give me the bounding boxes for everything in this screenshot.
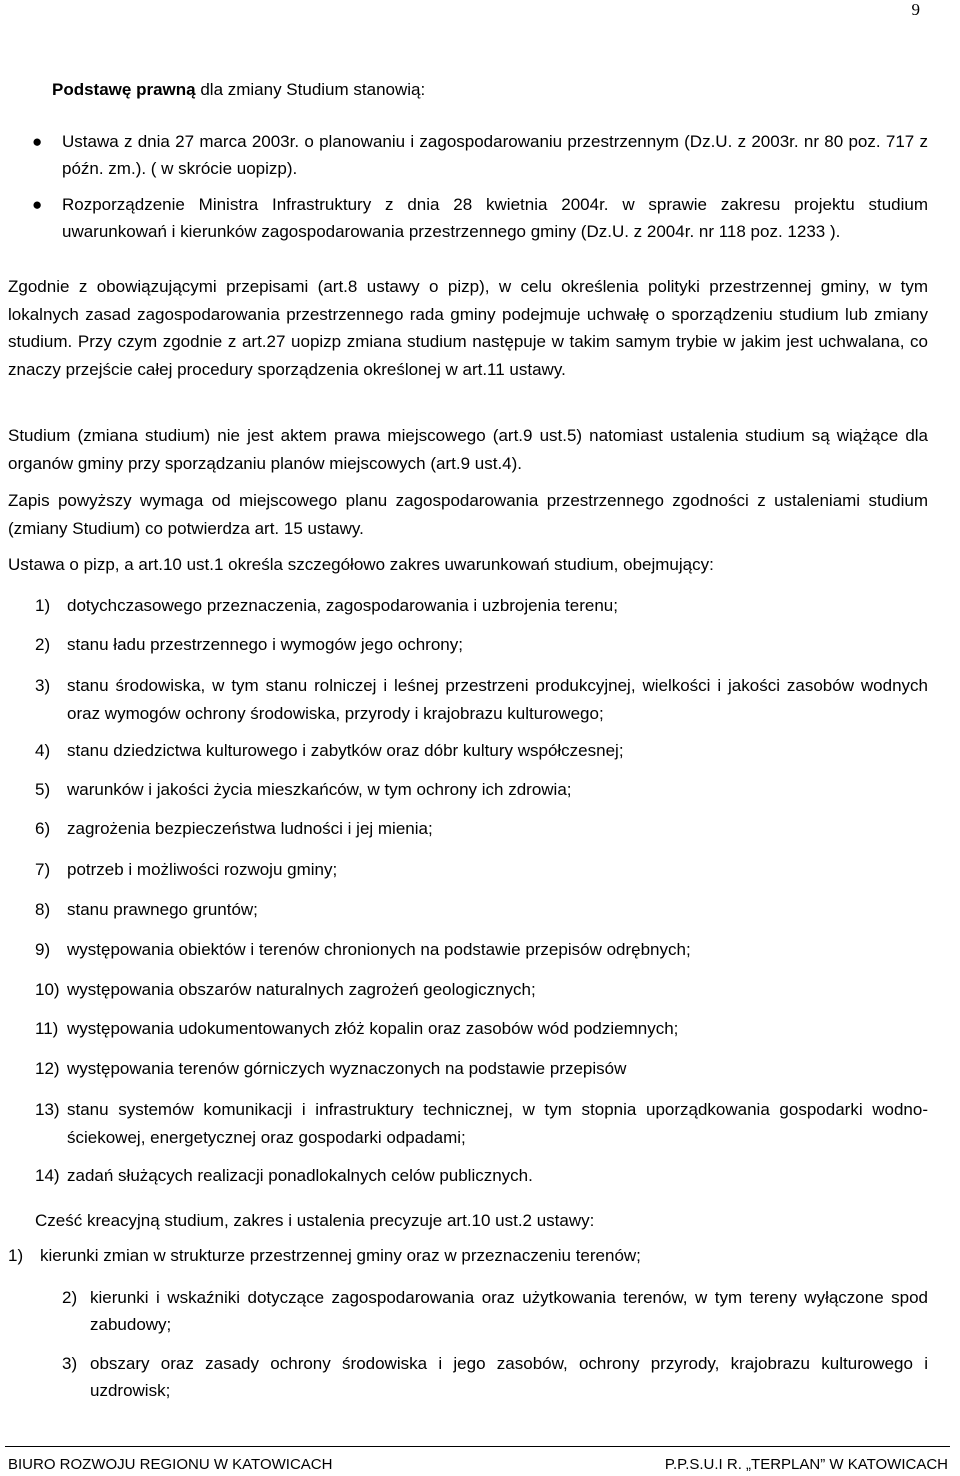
list-item: 3) obszary oraz zasady ochrony środowiska i jego zasobów, ochrony przyrody, krajobrazu kulturowego i uzdrowisk; — [62, 1354, 928, 1400]
list-item: 4) stanu dziedzictwa kulturowego i zabytków oraz dóbr kultury współczesnej; — [35, 741, 624, 760]
bullet-item — [32, 128, 928, 182]
bullet-text: Ustawa z dnia 27 marca 2003r. o planowaniu i zagospodarowaniu przestrzennym (Dz.U. z 2003r. nr 80 poz. 717 z późn. zm.). ( w skrócie uopizp). — [62, 132, 928, 178]
list-item: 5) warunków i jakości życia mieszkańców, w tym ochrony ich zdrowia; — [35, 780, 572, 799]
heading-rest: dla zmiany Studium stanowią: — [195, 80, 426, 99]
list-item: 7) potrzeb i możliwości rozwoju gminy; — [35, 860, 338, 879]
list-item: 2) kierunki i wskaźniki dotyczące zagospodarowania oraz użytkowania terenów, w tym tereny wyłączone spod zabudowy; — [62, 1288, 928, 1334]
paragraph: Zapis powyższy wymaga od miejscowego planu zagospodarowania przestrzennego zgodności z ustaleniami studium (zmiany Studium) co potwierdza art. 15 ustawy. — [8, 491, 928, 538]
list-item: 12) występowania terenów górniczych wyznaczonych na podstawie przepisów — [35, 1059, 627, 1078]
paragraph: Ustawa o pizp, a art.10 ust.1 określa szczegółowo zakres uwarunkowań studium, obejmujący: — [8, 555, 714, 574]
footer-left: BIURO ROZWOJU REGIONU W KATOWICACH — [8, 1456, 333, 1473]
list-item: 3) stanu środowiska, w tym stanu rolniczej i leśnej przestrzeni produkcyjnej, wielkości i jakości zasobów wodnych oraz wymogów ochrony środowiska, przyrody i krajobrazu kulturowego; — [35, 676, 928, 723]
list-item: 14) zadań służących realizacji ponadlokalnych celów publicznych. — [35, 1166, 533, 1185]
heading-bold: Podstawę prawną — [52, 80, 196, 99]
list-item: 9) występowania obiektów i terenów chronionych na podstawie przepisów odrębnych; — [35, 940, 691, 959]
list-item: 8) stanu prawnego gruntów; — [35, 900, 258, 919]
list-item: 10) występowania obszarów naturalnych zagrożeń geologicznych; — [35, 980, 536, 999]
paragraph: Studium (zmiana studium) nie jest aktem prawa miejscowego (art.9 ust.5) natomiast ustalenia studium są wiążące dla organów gminy przy sporządzaniu planów miejscowych (art.9 ust.4). — [8, 426, 928, 473]
list-item: 6) zagrożenia bezpieczeństwa ludności i jej mienia; — [35, 819, 433, 838]
part2-intro: Cześć kreacyjną studium, zakres i ustalenia precyzuje art.10 ust.2 ustawy: — [35, 1211, 595, 1230]
bullet-icon: ● — [32, 132, 43, 151]
footer-divider — [5, 1446, 950, 1447]
list-item: 11) występowania udokumentowanych złóż kopalin oraz zasobów wód podziemnych; — [35, 1019, 679, 1038]
bullet-item — [32, 191, 928, 245]
list-item: 1) kierunki zmian w strukturze przestrzennej gminy oraz w przeznaczeniu terenów; — [8, 1246, 641, 1265]
page-number: 9 — [911, 0, 920, 19]
list-item: 2) stanu ładu przestrzennego i wymogów jego ochrony; — [35, 635, 463, 654]
list-item: 1) dotychczasowego przeznaczenia, zagospodarowania i uzbrojenia terenu; — [35, 596, 618, 615]
list-item: 13) stanu systemów komunikacji i infrastruktury technicznej, w tym stopnia uporządkowania gospodarki wodno-ściekowej, energetycznej oraz gospodarki odpadami; — [35, 1100, 928, 1147]
bullet-icon: ● — [32, 195, 43, 214]
bullet-text: Rozporządzenie Ministra Infrastruktury z dnia 28 kwietnia 2004r. w sprawie zakresu projektu studium uwarunkowań i kierunków zagospodarowania przestrzennego gminy (Dz.U. z 2004r. nr 118 poz. 1233 ). — [62, 195, 928, 241]
heading — [52, 76, 960, 103]
footer-right: P.P.S.U.I R. „TERPLAN” W KATOWICACH — [664, 1456, 948, 1473]
paragraph: Zgodnie z obowiązującymi przepisami (art.8 ustawy o pizp), w celu określenia polityki przestrzennej gminy, w tym lokalnych zasad zagospodarowania przestrzennego rada gminy podejmuje uchwałę o sporządzeniu studium lub zmiany studium. Przy czym zgodnie z art.27 uopizp zmiana studium następuje w takim samym trybie w jakim jest uchwalana, co znaczy przejście całej procedury sporządzenia określonej w art.11 ustawy. — [8, 277, 928, 379]
